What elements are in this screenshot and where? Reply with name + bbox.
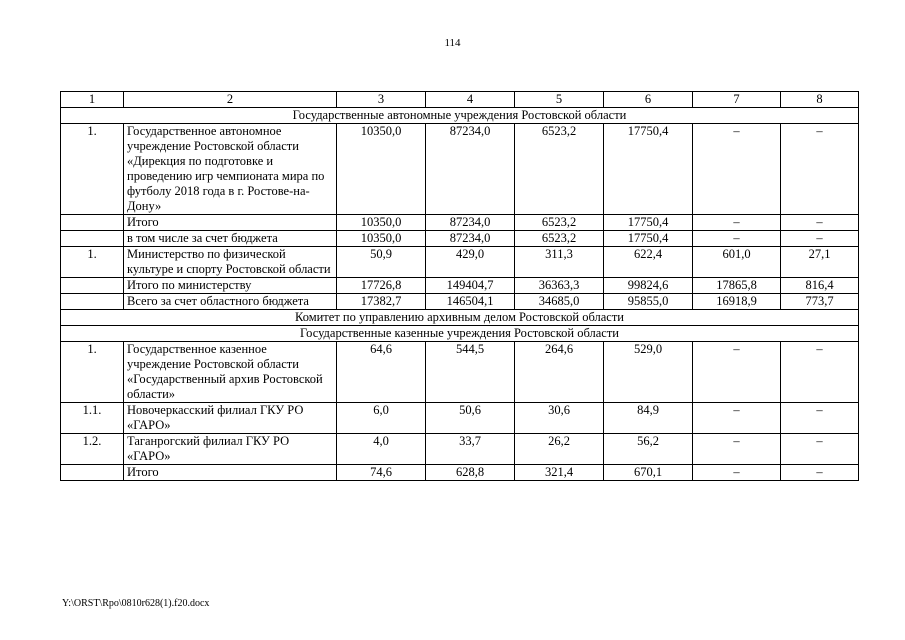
value-cell: 149404,7 bbox=[426, 278, 515, 294]
value-cell: 74,6 bbox=[337, 465, 426, 481]
file-path-footer: Y:\ORST\Rpo\0810r628(1).f20.docx bbox=[62, 598, 210, 609]
value-cell: – bbox=[781, 124, 859, 215]
section-heading-row bbox=[61, 108, 859, 124]
row-number-cell bbox=[61, 278, 124, 294]
row-number-cell: 1. bbox=[61, 124, 124, 215]
row-number-cell bbox=[61, 294, 124, 310]
table-row bbox=[61, 215, 859, 231]
value-cell: – bbox=[693, 124, 781, 215]
name-cell: Итого по министерству bbox=[124, 278, 337, 294]
value-cell: 6523,2 bbox=[515, 215, 604, 231]
value-cell: 34685,0 bbox=[515, 294, 604, 310]
value-cell: 99824,6 bbox=[604, 278, 693, 294]
row-number-cell: 1.2. bbox=[61, 434, 124, 465]
name-cell: Министерство по физической культуре и спорту Ростовской области bbox=[124, 247, 337, 278]
value-cell: 17726,8 bbox=[337, 278, 426, 294]
value-cell: 544,5 bbox=[426, 342, 515, 403]
value-cell: 36363,3 bbox=[515, 278, 604, 294]
value-cell: – bbox=[781, 403, 859, 434]
column-header: 7 bbox=[693, 92, 781, 108]
value-cell: 17382,7 bbox=[337, 294, 426, 310]
row-number-cell bbox=[61, 465, 124, 481]
value-cell: 10350,0 bbox=[337, 124, 426, 215]
name-cell: Новочеркасский филиал ГКУ РО «ГАРО» bbox=[124, 403, 337, 434]
value-cell: 17750,4 bbox=[604, 124, 693, 215]
section-heading: Комитет по управлению архивным делом Ростовской области bbox=[61, 310, 859, 326]
value-cell: – bbox=[693, 342, 781, 403]
table-row bbox=[61, 342, 859, 403]
value-cell: 17750,4 bbox=[604, 231, 693, 247]
value-cell: – bbox=[693, 434, 781, 465]
value-cell: 601,0 bbox=[693, 247, 781, 278]
value-cell: – bbox=[693, 215, 781, 231]
value-cell: 16918,9 bbox=[693, 294, 781, 310]
value-cell: 10350,0 bbox=[337, 231, 426, 247]
column-header: 4 bbox=[426, 92, 515, 108]
value-cell: 6,0 bbox=[337, 403, 426, 434]
value-cell: 6523,2 bbox=[515, 124, 604, 215]
row-number-cell bbox=[61, 231, 124, 247]
name-cell: в том числе за счет бюджета bbox=[124, 231, 337, 247]
table-row bbox=[61, 294, 859, 310]
header-row bbox=[61, 92, 859, 108]
table-row bbox=[61, 278, 859, 294]
value-cell: 4,0 bbox=[337, 434, 426, 465]
row-number-cell: 1. bbox=[61, 342, 124, 403]
value-cell: 50,9 bbox=[337, 247, 426, 278]
value-cell: 529,0 bbox=[604, 342, 693, 403]
value-cell: 773,7 bbox=[781, 294, 859, 310]
table-row bbox=[61, 465, 859, 481]
value-cell: – bbox=[781, 231, 859, 247]
row-number-cell: 1. bbox=[61, 247, 124, 278]
value-cell: 87234,0 bbox=[426, 215, 515, 231]
value-cell: 622,4 bbox=[604, 247, 693, 278]
column-header: 6 bbox=[604, 92, 693, 108]
value-cell: 311,3 bbox=[515, 247, 604, 278]
name-cell: Таганрогский филиал ГКУ РО «ГАРО» bbox=[124, 434, 337, 465]
name-cell: Всего за счет областного бюджета bbox=[124, 294, 337, 310]
column-header: 5 bbox=[515, 92, 604, 108]
value-cell: 27,1 bbox=[781, 247, 859, 278]
value-cell: – bbox=[693, 465, 781, 481]
value-cell: – bbox=[781, 215, 859, 231]
table-row bbox=[61, 403, 859, 434]
value-cell: 50,6 bbox=[426, 403, 515, 434]
value-cell: 264,6 bbox=[515, 342, 604, 403]
value-cell: 146504,1 bbox=[426, 294, 515, 310]
value-cell: – bbox=[781, 434, 859, 465]
name-cell: Итого bbox=[124, 215, 337, 231]
value-cell: 64,6 bbox=[337, 342, 426, 403]
table-row bbox=[61, 434, 859, 465]
value-cell: 87234,0 bbox=[426, 231, 515, 247]
page-number: 114 bbox=[444, 37, 461, 49]
data-table bbox=[60, 91, 859, 481]
value-cell: 30,6 bbox=[515, 403, 604, 434]
value-cell: 56,2 bbox=[604, 434, 693, 465]
value-cell: – bbox=[693, 403, 781, 434]
value-cell: 84,9 bbox=[604, 403, 693, 434]
value-cell: 429,0 bbox=[426, 247, 515, 278]
value-cell: – bbox=[693, 231, 781, 247]
column-header: 1 bbox=[61, 92, 124, 108]
row-number-cell bbox=[61, 215, 124, 231]
column-header: 3 bbox=[337, 92, 426, 108]
value-cell: 321,4 bbox=[515, 465, 604, 481]
column-header: 2 bbox=[124, 92, 337, 108]
value-cell: 33,7 bbox=[426, 434, 515, 465]
section-heading: Государственные автономные учреждения Ростовской области bbox=[61, 108, 859, 124]
table-row bbox=[61, 247, 859, 278]
value-cell: – bbox=[781, 342, 859, 403]
value-cell: 670,1 bbox=[604, 465, 693, 481]
table-row bbox=[61, 231, 859, 247]
value-cell: 628,8 bbox=[426, 465, 515, 481]
value-cell: 17750,4 bbox=[604, 215, 693, 231]
value-cell: 816,4 bbox=[781, 278, 859, 294]
value-cell: 87234,0 bbox=[426, 124, 515, 215]
value-cell: 6523,2 bbox=[515, 231, 604, 247]
row-number-cell: 1.1. bbox=[61, 403, 124, 434]
name-cell: Государственное автономное учреждение Ростовской области «Дирекция по подготовке и проведению игр чемпионата мира по футболу 2018 года в г. Ростове-на-Дону» bbox=[124, 124, 337, 215]
column-header: 8 bbox=[781, 92, 859, 108]
section-heading: Государственные казенные учреждения Ростовской области bbox=[61, 326, 859, 342]
name-cell: Итого bbox=[124, 465, 337, 481]
value-cell: 26,2 bbox=[515, 434, 604, 465]
value-cell: 17865,8 bbox=[693, 278, 781, 294]
section-heading-row bbox=[61, 326, 859, 342]
value-cell: 95855,0 bbox=[604, 294, 693, 310]
table-row bbox=[61, 124, 859, 215]
value-cell: – bbox=[781, 465, 859, 481]
section-heading-row bbox=[61, 310, 859, 326]
value-cell: 10350,0 bbox=[337, 215, 426, 231]
name-cell: Государственное казенное учреждение Ростовской области «Государственный архив Ростовской области» bbox=[124, 342, 337, 403]
